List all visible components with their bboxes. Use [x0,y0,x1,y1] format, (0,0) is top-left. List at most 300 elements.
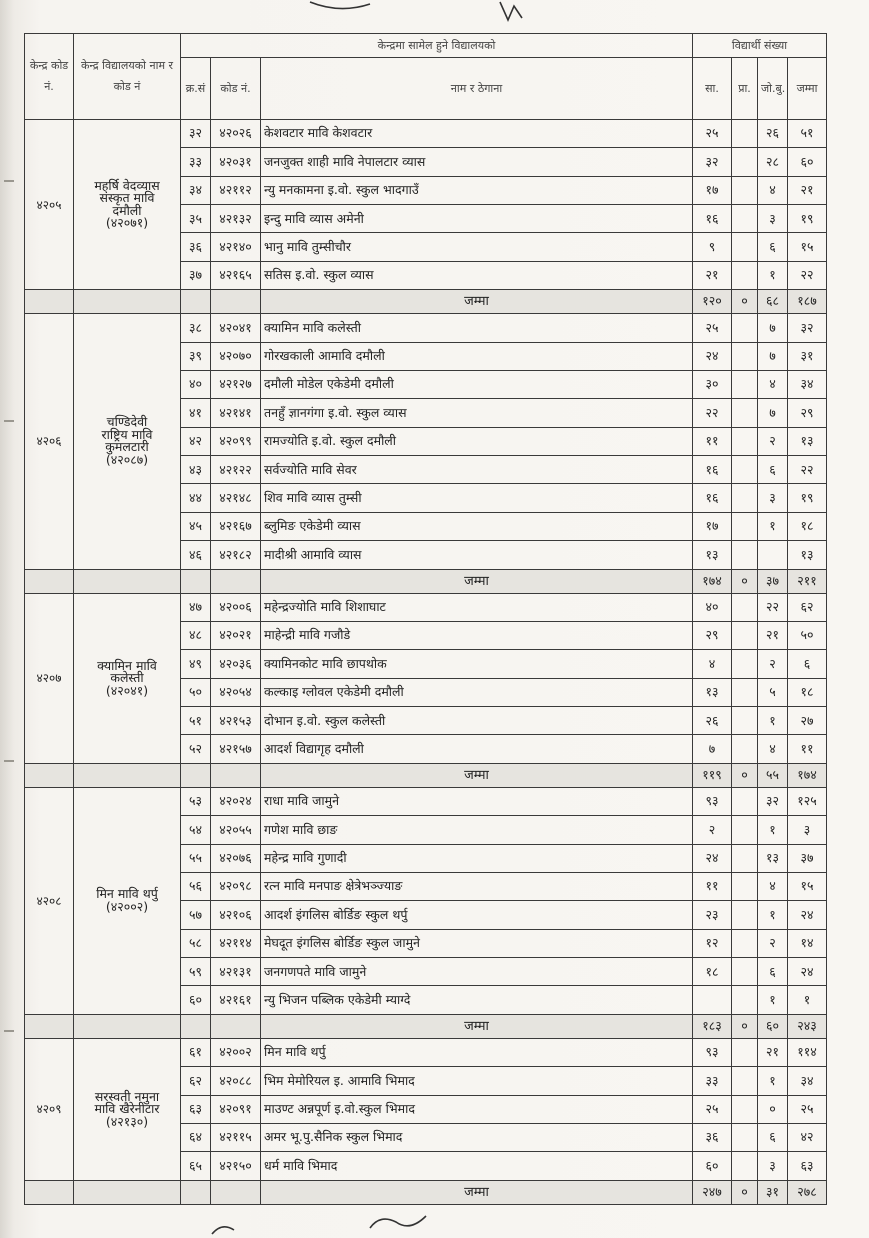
cell-name: इन्दु मावि व्यास अमेनी [261,205,693,233]
cell-jo: १ [758,707,788,735]
cell-name: गणेश मावि छाङ [261,816,693,844]
cell-code: ४२०७६ [211,844,261,872]
top-signature-scribble [300,0,540,26]
cell-jo: १ [758,901,788,929]
cell-total: ४२ [788,1124,827,1152]
margin-mark [4,180,14,182]
cell-jo: ६ [758,233,788,261]
center-school-line: क्यामिन मावि [97,657,157,673]
cell-pra [732,371,758,399]
cell-pra [732,148,758,176]
center-school-line: (४२०८७) [105,451,149,467]
cell-sa: १७ [693,512,732,540]
center-school [74,314,181,569]
cell-total: ६० [788,148,827,176]
cell-sa: ७ [693,735,732,763]
center-school-line: संस्कृत मावि [99,190,155,206]
center-school-line: (४२०४१) [105,682,149,698]
cell-sa: २९ [693,622,732,650]
cell-jo: ४ [758,371,788,399]
cell-total: २५ [788,1095,827,1123]
cell-code: ४२०९९ [211,427,261,455]
subtotal-row [25,290,827,314]
cell-sa: ११ [693,427,732,455]
cell-sa: ४० [693,593,732,621]
subtotal-blank [74,569,181,593]
cell-sa: २ [693,816,732,844]
cell-sn: ५४ [181,816,211,844]
header-name: नाम र ठेगाना [261,58,693,120]
cell-jo: ३ [758,484,788,512]
cell-total: ६२ [788,593,827,621]
cell-sn: ५८ [181,929,211,957]
cell-sn: ६० [181,986,211,1014]
cell-sa: ६० [693,1152,732,1180]
cell-total: ५१ [788,120,827,148]
cell-name: भिम मेमोरियल इ. आमावि भिमाद [261,1067,693,1095]
cell-jo: ७ [758,314,788,342]
cell-code: ४२०२६ [211,120,261,148]
cell-pra [732,593,758,621]
subtotal-blank [211,1014,261,1038]
subtotal-blank [74,1014,181,1038]
subtotal-total: १८७ [788,290,827,314]
cell-name: महेन्द्रज्योति मावि शिशाघाट [261,593,693,621]
cell-pra [732,1124,758,1152]
cell-code: ४२०९१ [211,1095,261,1123]
center-school-line: (४२००२) [105,898,149,914]
cell-sa: ३३ [693,1067,732,1095]
cell-code: ४२१६७ [211,512,261,540]
subtotal-row [25,569,827,593]
cell-name: माउण्ट अन्नपूर्ण इ.वो.स्कुल भिमाद [261,1095,693,1123]
cell-sa: ३६ [693,1124,732,1152]
cell-total: ५० [788,622,827,650]
cell-sa: २३ [693,901,732,929]
header-kendra-code: केन्द्र कोड नं. [25,34,74,120]
student-count-table [24,33,827,1205]
center-code: ४२०९ [25,1038,74,1180]
cell-pra [732,456,758,484]
bottom-signature-scribble [200,1208,460,1238]
subtotal-jo: ३१ [758,1180,788,1204]
subtotal-pra: ० [732,290,758,314]
subtotal-sa: १७४ [693,569,732,593]
cell-sn: ४१ [181,399,211,427]
cell-pra [732,816,758,844]
center-school [74,120,181,290]
subtotal-blank [211,290,261,314]
subtotal-label: जम्मा [261,1180,693,1204]
cell-sn: ४५ [181,512,211,540]
center-school [74,1038,181,1180]
cell-sn: ५१ [181,707,211,735]
cell-name: सर्वज्योति मावि सेवर [261,456,693,484]
cell-total: २७ [788,707,827,735]
cell-sn: ३४ [181,176,211,204]
cell-name: दोभान इ.वो. स्कुल कलेस्ती [261,707,693,735]
cell-name: मिन मावि थर्पु [261,1038,693,1066]
subtotal-row [25,763,827,787]
cell-code: ४२०३१ [211,148,261,176]
cell-sa: ४ [693,650,732,678]
cell-total: ११४ [788,1038,827,1066]
cell-jo: ३ [758,1152,788,1180]
cell-jo [758,541,788,569]
cell-name: रामज्योति इ.वो. स्कुल दमौली [261,427,693,455]
cell-total: १८ [788,512,827,540]
subtotal-blank [25,290,74,314]
cell-total: २९ [788,399,827,427]
table-row [25,787,827,815]
cell-total: १९ [788,484,827,512]
cell-pra [732,314,758,342]
cell-sn: ३८ [181,314,211,342]
cell-sn: ४६ [181,541,211,569]
cell-code: ४२०२१ [211,622,261,650]
cell-total: १९ [788,205,827,233]
cell-code: ४२१८२ [211,541,261,569]
cell-total: १२५ [788,787,827,815]
cell-sn: ५६ [181,873,211,901]
cell-total: ३१ [788,342,827,370]
cell-sa: १२ [693,929,732,957]
center-code: ४२०७ [25,593,74,763]
header-sa: सा. [693,58,732,120]
subtotal-sa: २४७ [693,1180,732,1204]
cell-name: ब्लुमिङ एकेडेमी व्यास [261,512,693,540]
cell-sn: ५९ [181,958,211,986]
cell-name: अमर भू.पु.सैनिक स्कुल भिमाद [261,1124,693,1152]
cell-total: ३७ [788,844,827,872]
table-row [25,314,827,342]
subtotal-blank [74,763,181,787]
cell-sa: २५ [693,314,732,342]
cell-jo: ६ [758,958,788,986]
cell-sa: २४ [693,342,732,370]
cell-code: ४२१६१ [211,986,261,1014]
header-students-group: विद्यार्थी संख्या [693,34,827,58]
center-school-line: सरस्वती नमुना [94,1088,160,1104]
cell-sn: ३६ [181,233,211,261]
cell-jo: १ [758,512,788,540]
cell-jo: ७ [758,342,788,370]
cell-jo: ४ [758,873,788,901]
subtotal-blank [211,763,261,787]
cell-jo: २१ [758,622,788,650]
cell-pra [732,1095,758,1123]
cell-jo: २ [758,650,788,678]
cell-code: ४२१४० [211,233,261,261]
cell-sn: ६४ [181,1124,211,1152]
cell-sa: १६ [693,205,732,233]
subtotal-jo: ३७ [758,569,788,593]
cell-sa: १३ [693,678,732,706]
cell-name: राधा मावि जामुने [261,787,693,815]
cell-pra [732,622,758,650]
cell-code: ४२११२ [211,176,261,204]
cell-pra [732,1152,758,1180]
cell-code: ४२१५७ [211,735,261,763]
header-pra: प्रा. [732,58,758,120]
cell-sa: १३ [693,541,732,569]
cell-pra [732,735,758,763]
cell-pra [732,1067,758,1095]
cell-total: ३ [788,816,827,844]
cell-jo: २ [758,929,788,957]
cell-code: ४२११४ [211,929,261,957]
cell-code: ४२०७० [211,342,261,370]
header-kendra-school: केन्द्र विद्यालयको नाम र कोड नं [74,34,181,120]
cell-jo: ३ [758,205,788,233]
cell-code: ४२१५३ [211,707,261,735]
cell-pra [732,958,758,986]
cell-sa: ९३ [693,1038,732,1066]
cell-jo: २८ [758,148,788,176]
cell-pra [732,707,758,735]
cell-sa: १६ [693,456,732,484]
subtotal-pra: ० [732,763,758,787]
cell-name: महेन्द्र मावि गुणादी [261,844,693,872]
cell-jo: २६ [758,120,788,148]
cell-pra [732,120,758,148]
center-school-line: कुमलटारी [105,439,149,455]
header-code: कोड नं. [211,58,261,120]
cell-pra [732,650,758,678]
cell-total: १३ [788,427,827,455]
header-jo: जो.बु. [758,58,788,120]
cell-pra [732,261,758,289]
cell-code: ४२०२४ [211,787,261,815]
cell-sa: ९३ [693,787,732,815]
cell-total: ३२ [788,314,827,342]
cell-total: १३ [788,541,827,569]
cell-jo: ३२ [758,787,788,815]
cell-jo: ६ [758,456,788,484]
cell-name: आदर्श विद्यागृह दमौली [261,735,693,763]
cell-pra [732,176,758,204]
header-sn: क्र.सं [181,58,211,120]
cell-code: ४२०३६ [211,650,261,678]
cell-sa: २६ [693,707,732,735]
cell-total: २२ [788,261,827,289]
cell-code: ४२०८८ [211,1067,261,1095]
subtotal-total: २११ [788,569,827,593]
cell-sa: २१ [693,261,732,289]
cell-sn: ४४ [181,484,211,512]
cell-pra [732,342,758,370]
subtotal-label: जम्मा [261,763,693,787]
cell-jo: ४ [758,176,788,204]
subtotal-sa: १८३ [693,1014,732,1038]
subtotal-pra: ० [732,1014,758,1038]
cell-jo: १ [758,816,788,844]
table-row [25,120,827,148]
cell-sa [693,986,732,1014]
cell-sn: ३३ [181,148,211,176]
header-schools-group: केन्द्रमा सामेल हुने विद्यालयको [181,34,693,58]
center-school-line: (४२०७१) [105,215,149,231]
subtotal-blank [181,569,211,593]
cell-name: केशवटार मावि केशवटार [261,120,693,148]
cell-name: रत्न मावि मनपाङ क्षेत्रेभञ्ज्याङ [261,873,693,901]
cell-sn: ६१ [181,1038,211,1066]
cell-total: ३४ [788,371,827,399]
center-school-line: (४२१३०) [105,1113,149,1129]
cell-total: ३४ [788,1067,827,1095]
subtotal-blank [181,763,211,787]
cell-sa: ३२ [693,148,732,176]
cell-total: १४ [788,929,827,957]
cell-code: ४२११५ [211,1124,261,1152]
cell-name: तनहुँ ज्ञानगंगा इ.वो. स्कुल व्यास [261,399,693,427]
cell-name: जनजुक्त शाही मावि नेपालटार व्यास [261,148,693,176]
center-code: ४२०५ [25,120,74,290]
cell-total: ६३ [788,1152,827,1180]
cell-code: ४२००६ [211,593,261,621]
cell-sn: ६२ [181,1067,211,1095]
subtotal-jo: ५५ [758,763,788,787]
subtotal-jo: ६० [758,1014,788,1038]
cell-total: १५ [788,873,827,901]
cell-sn: ३२ [181,120,211,148]
subtotal-blank [181,290,211,314]
subtotal-jo: ६८ [758,290,788,314]
cell-pra [732,399,758,427]
cell-pra [732,484,758,512]
cell-jo: १ [758,261,788,289]
cell-pra [732,844,758,872]
subtotal-sa: ११९ [693,763,732,787]
cell-name: भानु मावि तुम्सीचौर [261,233,693,261]
subtotal-total: २४३ [788,1014,827,1038]
cell-jo: ४ [758,735,788,763]
cell-name: शिव मावि व्यास तुम्सी [261,484,693,512]
margin-mark [4,760,14,762]
cell-jo: १ [758,1067,788,1095]
table-header [25,34,827,120]
center-school-line: मावि खैरेनीटार [94,1101,160,1117]
cell-total: १८ [788,678,827,706]
cell-jo: २१ [758,1038,788,1066]
cell-jo: ७ [758,399,788,427]
subtotal-row [25,1180,827,1204]
cell-code: ४२१२२ [211,456,261,484]
cell-total: २२ [788,456,827,484]
cell-jo: १३ [758,844,788,872]
cell-code: ४२१४१ [211,399,261,427]
cell-name: न्यु भिजन पब्लिक एकेडेमी म्याग्दे [261,986,693,1014]
cell-sa: १८ [693,958,732,986]
cell-code: ४२१३१ [211,958,261,986]
cell-total: १ [788,986,827,1014]
cell-sa: २४ [693,844,732,872]
cell-name: कल्काइ ग्लोवल एकेडेमी दमौली [261,678,693,706]
cell-jo: ६ [758,1124,788,1152]
cell-code: ४२००२ [211,1038,261,1066]
subtotal-blank [181,1180,211,1204]
table-body [25,120,827,1205]
cell-name: दमौली मोडेल एकेडेमी दमौली [261,371,693,399]
cell-name: आदर्श इंगलिस बोर्डिङ स्कुल थर्पु [261,901,693,929]
subtotal-pra: ० [732,1180,758,1204]
subtotal-blank [25,763,74,787]
cell-sa: २५ [693,1095,732,1123]
cell-pra [732,512,758,540]
cell-sn: ३९ [181,342,211,370]
cell-pra [732,541,758,569]
subtotal-blank [74,290,181,314]
cell-sn: ४३ [181,456,211,484]
cell-name: न्यु मनकामना इ.वो. स्कुल भादगाउँ [261,176,693,204]
center-school-line: दमौली [112,202,142,218]
cell-code: ४२०५४ [211,678,261,706]
subtotal-sa: १२० [693,290,732,314]
cell-pra [732,986,758,1014]
cell-sn: ५५ [181,844,211,872]
cell-name: सतिस इ.वो. स्कुल व्यास [261,261,693,289]
cell-total: २४ [788,958,827,986]
cell-jo: ० [758,1095,788,1123]
cell-sn: ३७ [181,261,211,289]
cell-jo: ५ [758,678,788,706]
subtotal-blank [25,1014,74,1038]
cell-pra [732,787,758,815]
cell-pra [732,427,758,455]
cell-pra [732,205,758,233]
subtotal-blank [25,1180,74,1204]
cell-sn: ६३ [181,1095,211,1123]
center-code: ४२०६ [25,314,74,569]
cell-sn: ४० [181,371,211,399]
center-school-line: कलेस्ती [110,670,144,685]
cell-code: ४२१२७ [211,371,261,399]
cell-total: २१ [788,176,827,204]
cell-pra [732,678,758,706]
center-school [74,787,181,1014]
cell-name: माहेन्द्री मावि गजौडे [261,622,693,650]
table-row [25,1038,827,1066]
center-school-line: मिन मावि थर्पु [96,886,158,902]
cell-sa: १६ [693,484,732,512]
cell-name: धर्म मावि भिमाद [261,1152,693,1180]
subtotal-pra: ० [732,569,758,593]
subtotal-label: जम्मा [261,1014,693,1038]
cell-total: १५ [788,233,827,261]
cell-sn: ६५ [181,1152,211,1180]
cell-sn: ४७ [181,593,211,621]
cell-code: ४२१६५ [211,261,261,289]
cell-sa: ३० [693,371,732,399]
cell-jo: १ [758,986,788,1014]
cell-sn: ५० [181,678,211,706]
cell-total: २४ [788,901,827,929]
subtotal-blank [181,1014,211,1038]
subtotal-label: जम्मा [261,290,693,314]
margin-mark [4,420,14,422]
cell-code: ४२१०६ [211,901,261,929]
cell-jo: २ [758,427,788,455]
cell-name: जनगणपते मावि जामुने [261,958,693,986]
cell-sn: ४२ [181,427,211,455]
cell-code: ४२०४१ [211,314,261,342]
cell-sn: ४८ [181,622,211,650]
margin-mark [4,1030,14,1032]
cell-total: ११ [788,735,827,763]
cell-sn: ३५ [181,205,211,233]
cell-sa: १७ [693,176,732,204]
cell-code: ४२०९८ [211,873,261,901]
